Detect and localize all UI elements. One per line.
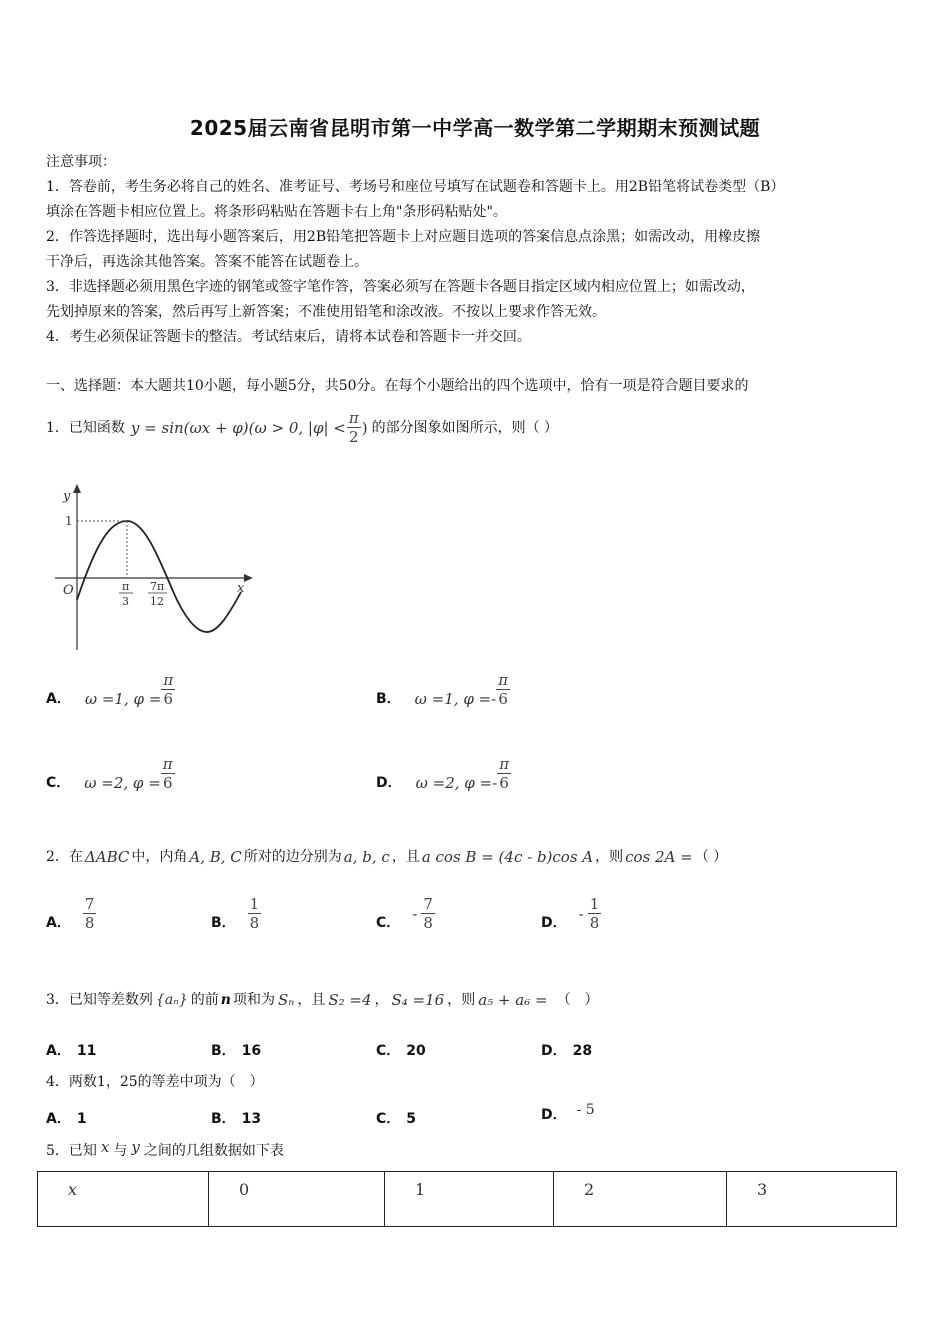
question-2 — [46, 843, 727, 871]
q2-option-c[interactable] — [376, 896, 435, 932]
q2-option-c-letter: C． — [376, 915, 401, 931]
q2-option-c-den: 8 — [423, 914, 433, 932]
q2-option-a-den: 8 — [84, 914, 95, 932]
notice-line: 4．考生必须保证答题卡的整洁。考试结束后，请将本试卷和答题卡一并交回。 — [46, 329, 531, 345]
q5-text-3: 之间的几组数据如下表 — [143, 1143, 284, 1159]
question-3 — [46, 985, 599, 1015]
q2-option-d-frac — [588, 896, 602, 932]
q3-option-a-letter: A． — [46, 1043, 71, 1059]
q2-option-d-num: 1 — [589, 895, 600, 913]
q3-text-7: （ ） — [556, 992, 599, 1008]
q3-math-sn: Sₙ — [277, 991, 295, 1009]
q1-option-b-frac — [496, 672, 510, 708]
q3-math-target: a₅ + a₆ = — [478, 991, 548, 1009]
q3-option-d-value: 28 — [572, 1043, 593, 1059]
q2-math-angles: A, B, C — [189, 848, 242, 866]
q1-option-c-frac — [161, 756, 175, 792]
table-cell: x — [38, 1172, 209, 1227]
q4-option-d-letter: D． — [541, 1107, 567, 1123]
q2-text-2: 中，内角 — [131, 849, 188, 865]
q1-option-d-letter: D． — [376, 775, 402, 791]
table-cell: 1 — [385, 1172, 554, 1227]
q1-suffix: 的部分图象如图所示，则（ ） — [371, 420, 559, 436]
q2-option-a-letter: A． — [46, 915, 71, 931]
q1-option-a-frac-den: 6 — [163, 690, 174, 708]
q5-text-1: 5．已知 — [46, 1143, 97, 1159]
q3-option-b-value: 16 — [241, 1043, 262, 1059]
q5-math-y: y — [131, 1138, 140, 1156]
q2-option-a[interactable] — [46, 896, 96, 932]
q2-option-d-sign: - — [578, 905, 584, 923]
q3-option-a[interactable] — [46, 1040, 96, 1060]
q2-option-d-letter: D． — [541, 915, 567, 931]
q2-option-c-sign: - — [412, 905, 418, 923]
q3-text-2: 的前 — [190, 992, 219, 1008]
q2-math-triangle: ΔABC — [84, 848, 130, 866]
notice-line: 干净后，再选涂其他答案。答案不能答在试题卷上。 — [46, 254, 368, 270]
tick-one-label: 1 — [65, 514, 73, 528]
q1-option-a-expr: ω =1, φ = — [84, 690, 162, 708]
q3-option-c-value: 20 — [406, 1043, 426, 1059]
q1-option-d-expr: ω =2, φ =- — [415, 774, 498, 792]
q2-option-b-frac — [248, 896, 262, 932]
q1-option-c-frac-den: 6 — [162, 774, 173, 792]
tick-7pi-12-num: 7π — [150, 580, 165, 593]
q5-text-2: 与 — [113, 1143, 128, 1159]
q1-option-b-expr: ω =1, φ =- — [414, 690, 497, 708]
question-1 — [46, 408, 558, 448]
q1-option-a[interactable] — [46, 672, 175, 708]
table-cell: 2 — [554, 1172, 727, 1227]
q5-math-x: x — [100, 1138, 110, 1156]
q4-option-b-letter: B． — [211, 1111, 236, 1127]
q2-option-b-letter: B． — [211, 915, 236, 931]
notice-line: 填涂在答题卡相应位置上。将条形码粘贴在答题卡右上角"条形码粘贴处"。 — [46, 204, 507, 220]
y-axis-arrow — [73, 484, 81, 493]
q3-text-4: ，且 — [297, 992, 326, 1008]
q5-data-table — [37, 1171, 897, 1227]
question-4: 4．两数1，25的等差中项为（ ） — [46, 1074, 264, 1090]
q2-option-a-frac — [83, 896, 97, 932]
q1-option-d-frac-num: π — [499, 755, 510, 773]
q1-formula: y = sin(ωx + φ)(ω > 0, |φ| < — [130, 419, 346, 437]
question-5 — [46, 1138, 284, 1164]
q3-text-3: 项和为 — [232, 992, 275, 1008]
q1-formula-frac-den: 2 — [349, 428, 359, 446]
q1-option-b-letter: B． — [376, 691, 401, 707]
q2-option-d-den: 8 — [589, 914, 600, 932]
notice-line: 1．答卷前，考生务必将自己的姓名、准考证号、考场号和座位号填写在试题卷和答题卡上。用2B铅笔将试卷类型（B） — [46, 179, 785, 195]
q1-option-d-frac-den: 6 — [499, 774, 509, 792]
q2-option-b-num: 1 — [249, 895, 260, 913]
q2-math-condition: a cos B = (4c - b)cos A — [421, 848, 594, 866]
q2-math-sides: a, b, c — [343, 848, 390, 866]
q1-option-c[interactable] — [46, 756, 175, 792]
q4-option-c-letter: C． — [376, 1111, 401, 1127]
q2-option-c-num: 7 — [423, 895, 433, 913]
q1-option-c-letter: C． — [46, 775, 71, 791]
q1-option-b[interactable] — [376, 672, 510, 708]
q1-option-b-frac-den: 6 — [498, 690, 508, 708]
q4-option-a-letter: A． — [46, 1111, 71, 1127]
q3-option-b-letter: B． — [211, 1043, 236, 1059]
q2-text-6: （ ） — [694, 849, 728, 865]
origin-label: O — [63, 583, 74, 598]
q3-option-d-letter: D． — [541, 1043, 567, 1059]
q3-math-s2: S₂ =4 — [328, 991, 372, 1009]
q1-sine-graph — [55, 480, 255, 655]
notice-line: 先划掉原来的答案，然后再写上新答案；不准使用铅笔和涂改液。不按以上要求作答无效。 — [46, 304, 606, 320]
q3-text-1: 3．已知等差数列 — [46, 992, 153, 1008]
table-row — [38, 1172, 897, 1227]
q1-prefix: 1．已知函数 — [46, 420, 125, 436]
q2-option-d[interactable] — [541, 896, 601, 932]
q3-option-d[interactable] — [541, 1040, 592, 1060]
q2-text-1: 2．在 — [46, 849, 83, 865]
q4-option-d-value: - 5 — [576, 1102, 595, 1118]
q3-option-c-letter: C． — [376, 1043, 401, 1059]
q4-option-a-value: 1 — [76, 1111, 87, 1127]
q2-text-4: ，且 — [391, 849, 420, 865]
q1-option-c-frac-num: π — [162, 755, 173, 773]
table-cell: 3 — [727, 1172, 897, 1227]
q1-option-d-frac — [497, 756, 511, 792]
q1-option-a-frac — [161, 672, 175, 708]
q1-option-c-expr: ω =2, φ = — [84, 774, 161, 792]
q3-text-5: ， — [374, 992, 389, 1008]
q3-option-c[interactable] — [376, 1040, 426, 1060]
q3-option-b[interactable] — [211, 1040, 261, 1060]
q2-text-5: ，则 — [595, 849, 624, 865]
q1-option-b-frac-num: π — [498, 671, 509, 689]
q1-option-a-letter: A． — [46, 691, 71, 707]
q3-math-sequence: {aₙ} — [155, 992, 188, 1008]
q2-option-b-den: 8 — [249, 914, 260, 932]
notice-line: 2．作答选择题时，选出每小题答案后，用2B铅笔把答题卡上对应题目选项的答案信息点涂黑；如需改动，用橡皮擦 — [46, 229, 761, 245]
q1-option-d[interactable] — [376, 756, 511, 792]
tick-pi-3-den: 3 — [122, 595, 129, 608]
table-cell: 0 — [209, 1172, 385, 1227]
q1-formula-frac-num: π — [348, 409, 359, 427]
notice-line: 3．非选择题必须用黑色字迹的钢笔或签字笔作答，答案必须写在答题卡各题目指定区域内相应位置上；如需改动， — [46, 279, 755, 295]
q2-math-target: cos 2A = — [625, 848, 693, 866]
q1-option-a-frac-num: π — [163, 671, 174, 689]
q1-formula-close: ) — [361, 419, 368, 437]
q4-option-b[interactable] — [211, 1108, 261, 1128]
q2-option-c-frac — [421, 896, 435, 932]
page-title: 2025届云南省昆明市第一中学高一数学第二学期期末预测试题 — [189, 116, 761, 140]
tick-7pi-12-den: 12 — [150, 595, 164, 608]
sine-curve — [77, 521, 241, 632]
tick-pi-3-num: π — [122, 580, 130, 593]
q4-option-d[interactable] — [541, 1104, 595, 1124]
x-axis-label: x — [237, 581, 245, 596]
q3-option-a-value: 11 — [76, 1043, 97, 1059]
section-heading: 一、选择题：本大题共10小题，每小题5分，共50分。在每个小题给出的四个选项中，恰有一项是符合题目要求的 — [46, 378, 749, 394]
q4-option-a[interactable] — [46, 1108, 87, 1128]
q4-option-c[interactable] — [376, 1108, 416, 1128]
q4-option-b-value: 13 — [241, 1111, 262, 1127]
q3-n: n — [220, 992, 231, 1008]
y-axis-label: y — [63, 489, 71, 504]
q4-option-c-value: 5 — [406, 1111, 417, 1127]
q2-text-3: 所对的边分别为 — [243, 849, 342, 865]
q3-math-s4: S₄ =16 — [391, 991, 445, 1009]
q2-option-a-num: 7 — [84, 895, 95, 913]
q2-option-b[interactable] — [211, 896, 261, 932]
q3-text-6: ，则 — [447, 992, 476, 1008]
q1-formula-fraction — [347, 410, 361, 446]
x-axis-arrow — [244, 574, 253, 582]
notice-heading: 注意事项： — [46, 154, 116, 170]
